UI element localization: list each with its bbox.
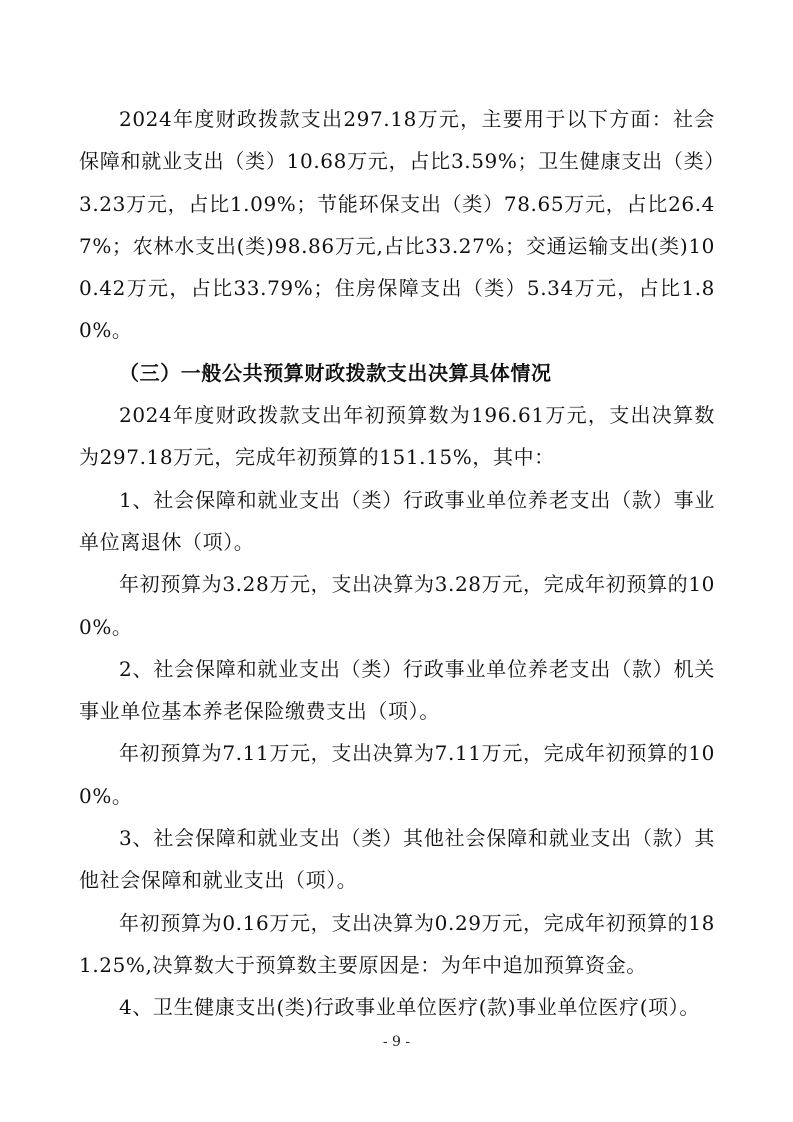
paragraph-item-4-title: 4、卫生健康支出(类)行政事业单位医疗(款)事业单位医疗(项）。 <box>119 995 700 1020</box>
paragraph-budget-overview: 2024年度财政拨款支出年初预算数为196.61万元，支出决算数为297.18万元，完成年初预算的151.15%，其中： <box>79 403 715 470</box>
document-body <box>79 98 715 1029</box>
paragraph-expenditure-summary: 2024年度财政拨款支出297.18万元，主要用于以下方面：社会保障和就业支出（类）10.68万元，占比3.59%；卫生健康支出（类）3.23万元，占比1.09%；节能环保支出（类）78.65万元，占比26.47%；农林水支出(类)98.86万元,占比33.27%；交通运输支出(类)100.42万元，占比33.79%；住房保障支出（类）5.34万元，占比1.80%。 <box>79 107 715 343</box>
paragraph-item-2-title: 2、社会保障和就业支出（类）行政事业单位养老支出（款）机关事业单位基本养老保险缴费支出（项）。 <box>79 656 715 724</box>
paragraph-item-2-detail: 年初预算为7.11万元，支出决算为7.11万元，完成年初预算的100%。 <box>79 741 715 808</box>
paragraph-item-1-detail: 年初预算为3.28万元，支出决算为3.28万元，完成年初预算的100%。 <box>79 572 715 639</box>
page-number: - 9 - <box>382 1034 411 1050</box>
paragraph-item-3-title: 3、社会保障和就业支出（类）其他社会保障和就业支出（款）其他社会保障和就业支出（项）。 <box>79 826 715 893</box>
paragraph-item-3-detail: 年初预算为0.16万元，支出决算为0.29万元，完成年初预算的181.25%,决算数大于预算数主要原因是：为年中追加预算资金。 <box>79 910 715 977</box>
paragraph-item-1-title: 1、社会保障和就业支出（类）行政事业单位养老支出（款）事业单位离退休（项）。 <box>79 487 715 554</box>
section-heading: （三）一般公共预算财政拨款支出决算具体情况 <box>119 360 552 385</box>
